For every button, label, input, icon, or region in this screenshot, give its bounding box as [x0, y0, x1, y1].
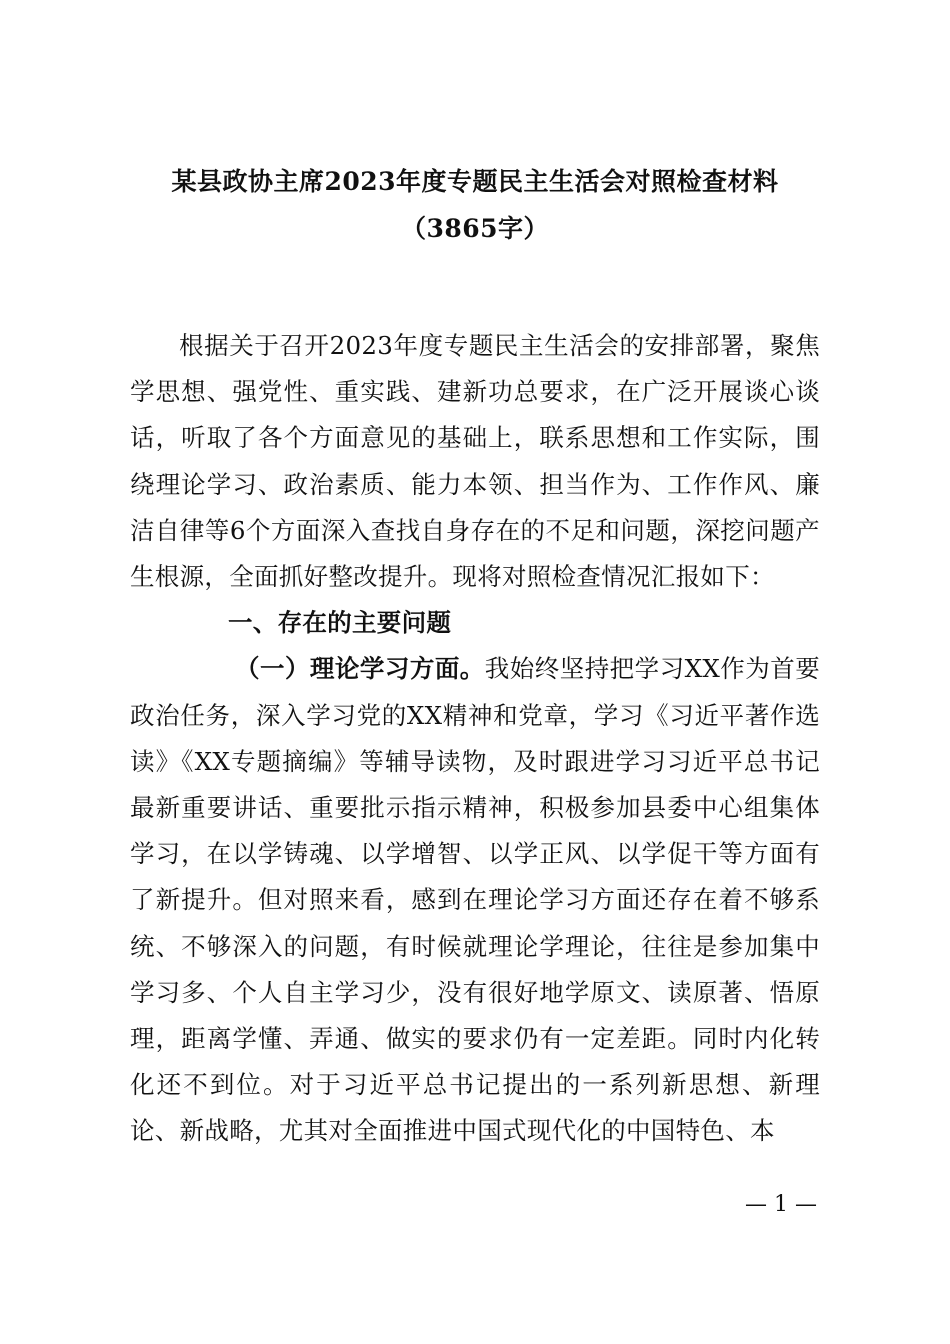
document-body [130, 323, 820, 1155]
page-number: — 1 — [745, 1192, 817, 1217]
intro-paragraph: 根据关于召开2023年度专题民主生活会的安排部署，聚焦学思想、强党性、重实践、建新功总要求，在广泛开展谈心谈话，听取了各个方面意见的基础上，联系思想和工作实际，围绕理论学习、政治素质、能力本领、担当作为、工作作风、廉洁自律等6个方面深入查找自身存在的不足和问题，深挖问题产生根源，全面抓好整改提升。现将对照检查情况汇报如下： [130, 331, 820, 592]
document-title: 某县政协主席2023年度专题民主生活会对照检查材料（3865字） [171, 167, 779, 243]
section-heading-1: 一、存在的主要问题 [228, 608, 452, 638]
subsection-body-1: 我始终坚持把学习XX作为首要政治任务，深入学习党的XX精神和党章，学习《习近平著作选读》《XX专题摘编》等辅导读物，及时跟进学习习近平总书记最新重要讲话、重要批示指示精神，积极参加县委中心组集体学习，在以学铸魂、以学增智、以学正风、以学促干等方面有了新提升。但对照来看，感到在理论学习方面还存在着不够系统、不够深入的问题，有时候就理论学理论，往往是参加集中学习多、个人自主学习少，没有很好地学原文、读原著、悟原理，距离学懂、弄通、做实的要求仍有一定差距。同时内化转化还不到位。对于习近平总书记提出的一系列新思想、新理论、新战略，尤其对全面推进中国式现代化的中国特色、本 [130, 654, 820, 1146]
subsection-heading-1: （一）理论学习方面。 [235, 654, 485, 684]
subsection-paragraph-1 [130, 646, 820, 1154]
